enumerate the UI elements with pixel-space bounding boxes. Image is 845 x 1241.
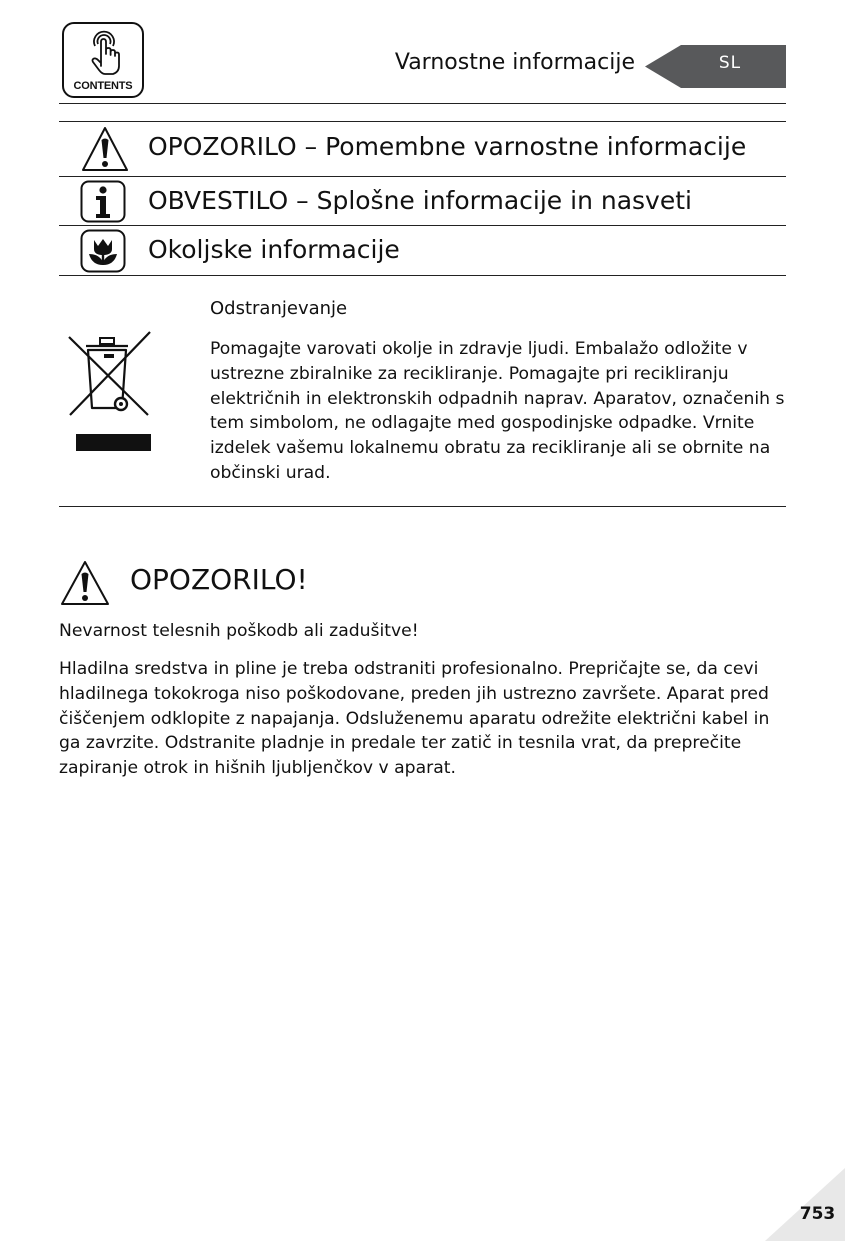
disposal-divider xyxy=(59,506,786,507)
warning-body: Hladilna sredstva in pline je treba odstraniti profesionalno. Prepričajte se, da cevi hladilnega tokokroga niso poškodovane, preden jih ustrezno završete. Aparat pred čiščenjem odklopite z napajanja. Odsluženemu aparatu odrežite električni kabel in ga zavrzite. Odstranite pladnje in predale ter zatič in tesnila vrat, da preprečite zapiranje otrok in hišnih ljubljenčkov v aparat. xyxy=(59,659,770,779)
contents-label: CONTENTS xyxy=(73,80,133,92)
legend-warning-text: OPOZORILO – Pomembne varnostne informacije xyxy=(148,132,747,161)
touch-hand-icon xyxy=(86,28,124,78)
warning-subtitle: Nevarnost telesnih poškodb ali zadušitve! xyxy=(59,621,419,641)
info-icon xyxy=(80,180,126,223)
legend-top-divider xyxy=(59,121,786,122)
legend-bottom-divider xyxy=(59,275,786,276)
legend-divider xyxy=(59,176,786,177)
header-divider xyxy=(59,103,786,104)
warning-triangle-icon xyxy=(80,125,130,173)
legend-divider xyxy=(59,225,786,226)
warning-triangle-icon xyxy=(59,559,111,607)
legend-environment-text: Okoljske informacije xyxy=(148,235,400,264)
environment-icon xyxy=(80,229,126,273)
page-title: Varnostne informacije xyxy=(394,50,635,75)
disposal-title: Odstranjevanje xyxy=(210,298,348,319)
disposal-body: Pomagajte varovati okolje in zdravje ljudi. Embalažo odložite v ustrezne zbiralnike za recikliranje. Pomagajte pri recikliranju električnih in elektronskih odpadnih naprav. Aparatov, označenih s tem simbolom, ne odlagajte med gospodinjske odpadke. Vrnite izdelek vašemu lokalnemu obratu za recikliranje ali se obrnite na občinski urad. xyxy=(210,339,785,483)
warning-title: OPOZORILO! xyxy=(130,563,308,596)
crossed-out-wheelie-bin-icon xyxy=(66,330,154,454)
page-number: 753 xyxy=(799,1204,836,1224)
legend-info-text: OBVESTILO – Splošne informacije in nasveti xyxy=(148,186,692,215)
language-code: SL xyxy=(718,53,742,73)
contents-button[interactable] xyxy=(62,22,144,98)
